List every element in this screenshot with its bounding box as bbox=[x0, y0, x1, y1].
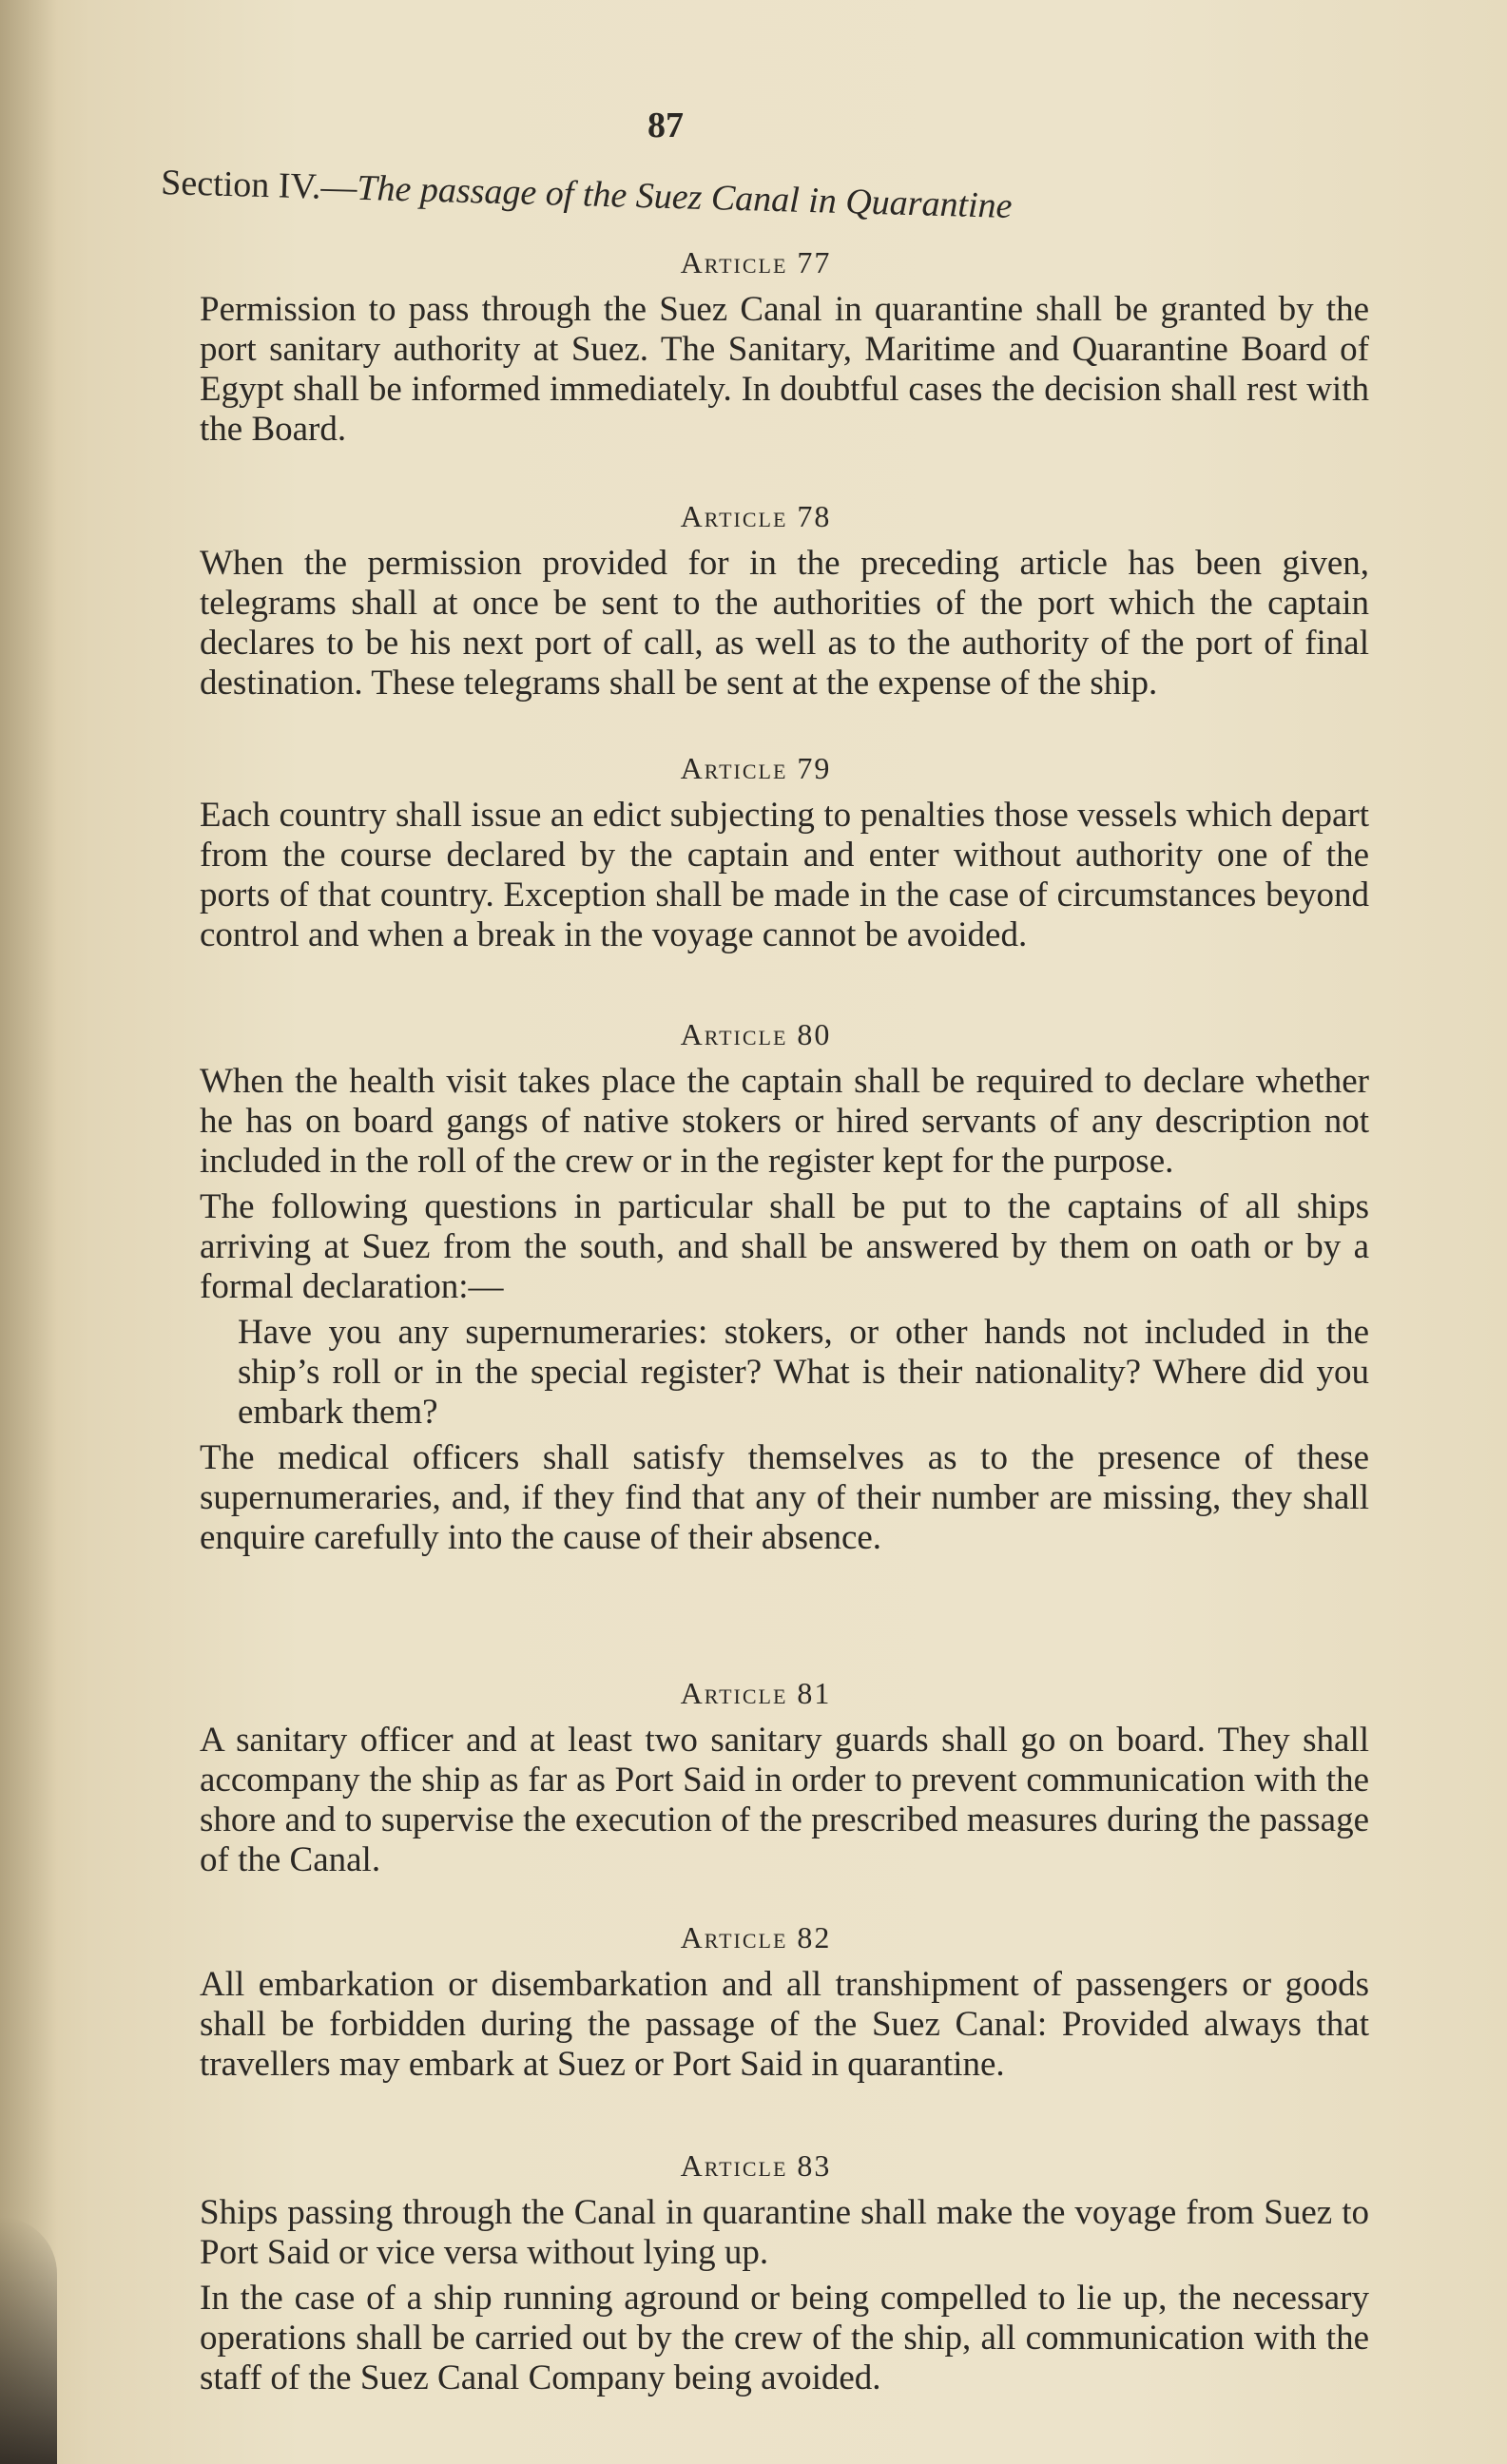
article-82 bbox=[143, 1920, 1369, 2090]
article-body bbox=[143, 1721, 1369, 1880]
article-81 bbox=[143, 1676, 1369, 1886]
article-79 bbox=[143, 751, 1369, 961]
article-question: Have you any supernumeraries: stokers, or other hands not included in the ship’s roll or in the special register? What is their nationality? Where did you embark them? bbox=[238, 1313, 1369, 1432]
article-paragraph: Each country shall issue an edict subjecting to penalties those vessels which depart from the course declared by the captain and enter without authority one of the ports of that country. Exception shall be made in the case of circumstances beyond control and when a break in the voyage cannot be avoided. bbox=[200, 796, 1369, 954]
article-body bbox=[143, 1965, 1369, 2085]
section-label: Section IV.— bbox=[160, 162, 358, 208]
article-83 bbox=[143, 2148, 1369, 2404]
article-body bbox=[143, 544, 1369, 703]
article-paragraph: In the case of a ship running aground or being compelled to lie up, the necessary operations shall be carried out by the crew of the ship, all communication with the staff of the Suez Canal Company being avoided. bbox=[200, 2279, 1369, 2397]
article-77 bbox=[143, 245, 1369, 455]
article-title: Article 82 bbox=[680, 1920, 832, 1954]
article-paragraph: When the permission provided for in the preceding article has been given, telegrams shall at once be sent to the authorities of the port which the captain declares to be his next port of call, as well as to the authority of the port of final destination. These telegrams shall be sent at the expense of the ship. bbox=[200, 544, 1369, 703]
article-title: Article 80 bbox=[680, 1017, 832, 1051]
article-paragraph: The following questions in particular shall be put to the captains of all ships arriving at Suez from the south, and shall be answered by them on oath or by a formal declaration:— bbox=[200, 1187, 1369, 1306]
article-paragraph: When the health visit takes place the captain shall be required to declare whether he has on board gangs of native stokers or hired servants of any description not included in the roll of the crew or in the register kept for the purpose. bbox=[200, 1062, 1369, 1181]
article-title: Article 77 bbox=[680, 245, 832, 279]
article-78 bbox=[143, 499, 1369, 709]
article-paragraph: The medical officers shall satisfy themselves as to the presence of these supernumeraries, and, if they find that any of their number are missing, they shall enquire carefully into the cause of their absence. bbox=[200, 1438, 1369, 1557]
article-title: Article 79 bbox=[680, 751, 832, 785]
page-corner-shadow bbox=[0, 2217, 57, 2464]
article-paragraph: A sanitary officer and at least two sanitary guards shall go on board. They shall accompany the ship as far as Port Said in order to prevent communication with the shore and to supervise the execution of the prescribed measures during the passage of the Canal. bbox=[200, 1721, 1369, 1879]
page-number: 87 bbox=[647, 106, 684, 145]
article-body bbox=[143, 290, 1369, 450]
page-spine-shadow bbox=[0, 0, 57, 2464]
article-80 bbox=[143, 1017, 1369, 1564]
article-title: Article 78 bbox=[680, 499, 832, 533]
section-title: The passage of the Suez Canal in Quarantine bbox=[356, 167, 1014, 226]
article-body bbox=[143, 796, 1369, 955]
article-paragraph: Permission to pass through the Suez Canal in quarantine shall be granted by the port sanitary authority at Suez. The Sanitary, Maritime and Quarantine Board of Egypt shall be informed immediately. In doubtful cases the decision shall rest with the Board. bbox=[200, 290, 1369, 449]
section-heading bbox=[161, 162, 1227, 233]
article-title: Article 81 bbox=[680, 1676, 832, 1710]
article-title: Article 83 bbox=[680, 2148, 832, 2183]
article-body bbox=[143, 2193, 1369, 2398]
article-paragraph: All embarkation or disembarkation and all transhipment of passengers or goods shall be forbidden during the passage of the Suez Canal: Provided always that travellers may embark at Suez or Port Said in quarantine. bbox=[200, 1965, 1369, 2084]
article-paragraph: Ships passing through the Canal in quarantine shall make the voyage from Suez to Port Said or vice versa without lying up. bbox=[200, 2193, 1369, 2272]
article-body bbox=[143, 1062, 1369, 1558]
